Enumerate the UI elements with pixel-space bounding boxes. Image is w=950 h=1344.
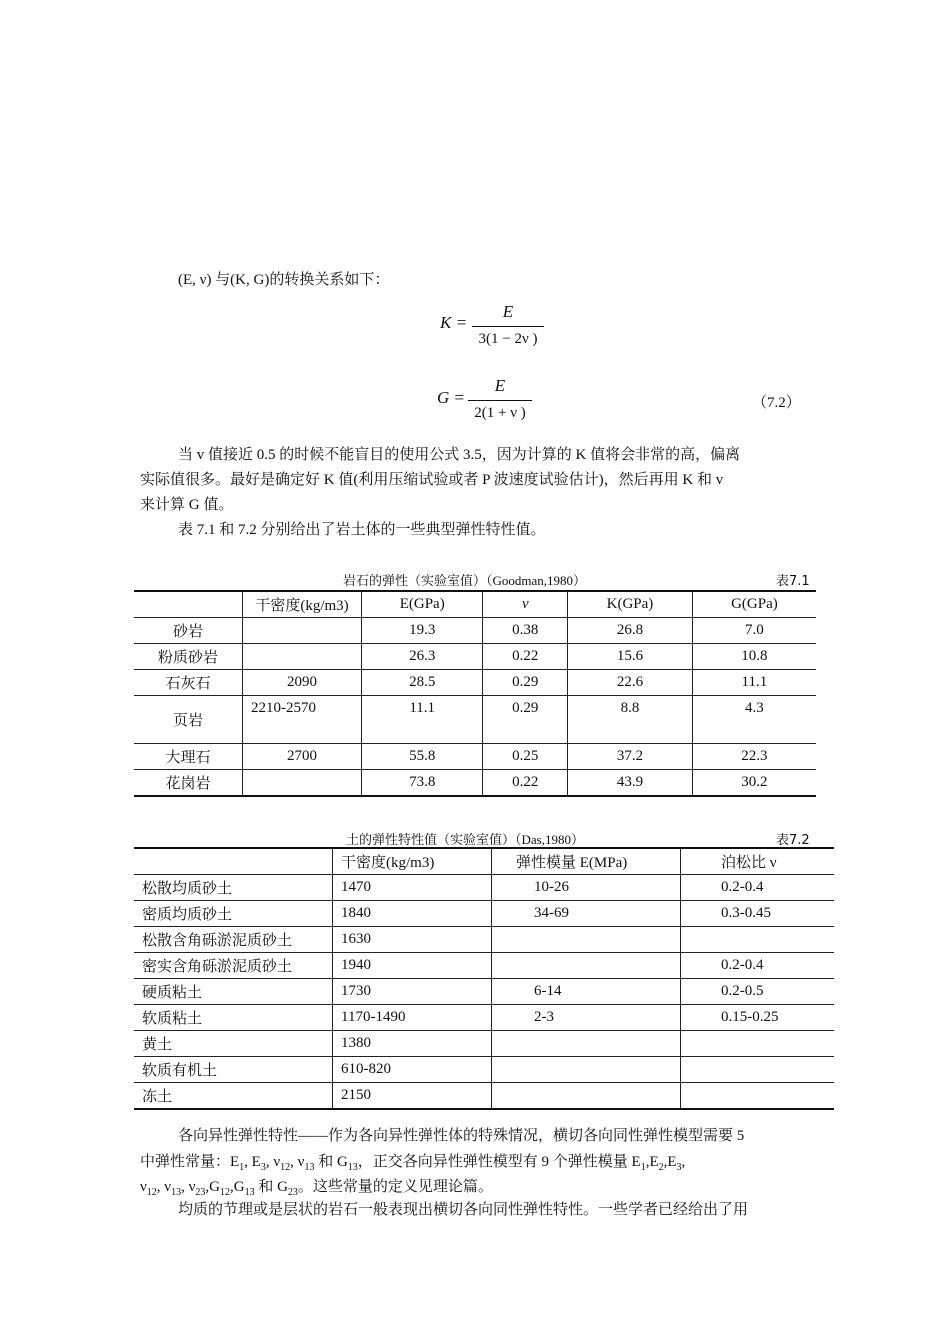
para1-line1: 当 v 值接近 0.5 的时候不能盲目的使用公式 3.5，因为计算的 K 值将会非常的高，偏离 — [178, 447, 741, 463]
table-row: 冻土 2150 — [134, 1083, 834, 1110]
header-modulus: 弹性模量 E(MPa) — [492, 848, 681, 875]
table2-title: 土的弹性特性值（实验室值） — [346, 833, 516, 848]
table2-source: （Das,1980） — [515, 832, 584, 847]
equation-2-numerator: E — [494, 376, 506, 395]
table-header-row — [134, 591, 816, 618]
table1-title: 岩石的弹性（实验室值） — [343, 574, 487, 589]
table-row: 石灰石 2090 28.5 0.29 22.6 11.1 — [134, 670, 816, 696]
equation-2-denominator: 2(1 + ν ) — [474, 405, 526, 421]
table2-caption — [346, 829, 584, 848]
table-row: 松散含角砾淤泥质砂土 1630 — [134, 927, 834, 953]
equation-1-denominator: 3(1 − 2ν ) — [478, 331, 538, 347]
table-row: 软质粘土 1170-1490 2-3 0.15-0.25 — [134, 1005, 834, 1031]
table-row: 松散均质砂土 1470 10-26 0.2-0.4 — [134, 875, 834, 901]
intro-text: (E, ν) 与(K, G)的转换关系如下： — [178, 272, 390, 288]
table-header-row — [134, 848, 834, 875]
equation-2-fraction — [468, 376, 532, 422]
para3-line1: 各向异性弹性特性——作为各向异性弹性体的特殊情况，横切各向同性弹性模型需要 5 — [178, 1128, 745, 1144]
table-row: 砂岩 19.3 0.38 26.8 7.0 — [134, 618, 816, 644]
header-density: 干密度(kg/m3) — [333, 848, 492, 875]
equation-1-numerator: E — [502, 302, 514, 321]
rock-elasticity-table — [134, 590, 816, 797]
equation-1-lhs: K = — [440, 313, 468, 332]
header-g: G(GPa) — [692, 591, 816, 618]
soil-elasticity-table — [134, 847, 834, 1110]
table2-label: 表7.2 — [776, 833, 810, 848]
header-k: K(GPa) — [568, 591, 693, 618]
table1-label: 表7.1 — [776, 574, 810, 589]
table-row: 密实含角砾淤泥质砂土 1940 0.2-0.4 — [134, 953, 834, 979]
header-density: 干密度(kg/m3) — [243, 591, 362, 618]
para2-text: 表 7.1 和 7.2 分别给出了岩土体的一些典型弹性特性值。 — [178, 522, 546, 538]
equation-1-fraction — [472, 302, 544, 348]
para1-line3: 来计算 G 值。 — [140, 497, 234, 513]
table-row: 花岗岩 73.8 0.22 43.9 30.2 — [134, 770, 816, 797]
header-e: E(GPa) — [362, 591, 483, 618]
header-poisson: 泊松比 ν — [681, 848, 835, 875]
table-row: 软质有机土 610-820 — [134, 1057, 834, 1083]
table-row: 黄土 1380 — [134, 1031, 834, 1057]
table1-source: （Goodman,1980） — [486, 573, 587, 588]
table-row: 页岩 2210-2570 11.1 0.29 8.8 4.3 — [134, 696, 816, 744]
table-row: 粉质砂岩 26.3 0.22 15.6 10.8 — [134, 644, 816, 670]
header-v: v — [483, 591, 568, 618]
equation-2-lhs: G = — [437, 388, 465, 407]
para3-line3: $\nu_{12}$, $\nu_{13}$, $\nu_{23},G_{12},G_{13}$ 和 $G_{23}$。这些常量的定义见理论篇。 — [140, 1179, 493, 1198]
para4-text: 均质的节理或是层状的岩石一般表现出横切各向同性弹性特性。一些学者已经给出了用 — [178, 1202, 749, 1218]
para3-line2: 中弹性常量：$E_1$, $E_3$, $\nu_{12}$, $\nu_{13}$ 和 $G_{13}$，正交各向异性弹性模型有 9 个弹性模量 $E_1,E_2,E_3$, — [140, 1154, 686, 1173]
para1-line2: 实际值很多。最好是确定好 K 值(利用压缩试验或者 P 波速度试验估计)，然后再用 K 和 v — [140, 472, 724, 488]
table-row: 大理石 2700 55.8 0.25 37.2 22.3 — [134, 744, 816, 770]
equation-number: （7.2） — [752, 395, 801, 411]
table1-caption — [343, 570, 586, 589]
table-row: 密质均质砂土 1840 34-69 0.3-0.45 — [134, 901, 834, 927]
table-row: 硬质粘土 1730 6-14 0.2-0.5 — [134, 979, 834, 1005]
